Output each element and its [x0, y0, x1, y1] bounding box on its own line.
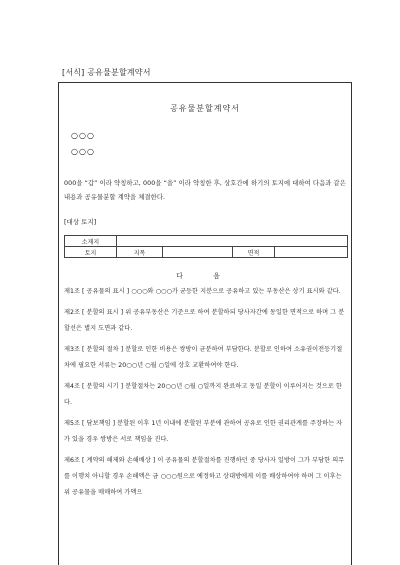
- property-table: [64, 235, 348, 258]
- article-5: 제5조 [ 담보책임 ] 분할된 이후 1년 이내에 분할된 부분에 관하여 공유로 인한 권리관계를 주장하는 자가 있을 경우 쌍방은 서로 책임을 진다.: [64, 420, 343, 443]
- article-6: 제6조 [ 계약의 해제와 손해배상 ] 이 공유물의 분할절차를 진행하던 중 당사자 일방이 그가 부담한 의무를 이행치 아니할 경우 손해액은 금 ○○○원으로 예정하고 상대방에게 이를 배상하여야 하며 그 이후는 위 공유물을 매매하여 가액으: [64, 457, 345, 496]
- party-b: ○○○: [71, 147, 95, 156]
- article-3: 제3조 [ 분할의 절차 ] 분할로 인한 비용은 쌍방이 균분하여 부담한다. 분할로 인하여 소유권이전등기절차에 필요한 서류는 20○○년 ○월 ○일에 상호 교환하여야 한다.: [64, 346, 343, 369]
- daum-heading: 다 음: [176, 272, 234, 280]
- article-2: 제2조 [ 분할의 표시 ] 위 공유부동산은 기준으로 하여 분할하되 당사자간에 동일한 면적으로 하며 그 분할선은 별지 도면과 같다.: [64, 309, 345, 332]
- table-row: [65, 236, 348, 247]
- document-title: 공유물분할계약서: [170, 104, 240, 113]
- area-label-cell: 면적: [233, 247, 275, 258]
- article-1: 제1조 [ 공유물의 표시 ] ○○○와 ○○○가 균등한 지분으로 공유하고 있는 부동산은 상기 표시와 같다.: [64, 288, 341, 295]
- intro-paragraph: 000을 “갑” 이라 약칭하고, 000을 “을” 이라 약칭한 후, 상호간에 하기의 토지에 대하여 다음과 같은 내용과 공유물분할 계약을 체결한다.: [64, 180, 346, 201]
- article-4: 제4조 [ 분할의 시기 ] 분할절차는 20○○년 ○월 ○일까지 완료하고 동일 분할이 이루어지는 것으로 한다.: [64, 383, 342, 406]
- category-label-cell: 지목: [117, 247, 163, 258]
- category-value-cell: [163, 247, 233, 258]
- articles-list: [64, 284, 348, 506]
- contract-frame: [58, 82, 352, 565]
- property-section-label: [대상 토지]: [64, 218, 97, 226]
- location-value-cell: [117, 236, 348, 247]
- party-a: ○○○: [71, 131, 95, 140]
- table-row: [65, 247, 348, 258]
- form-label: [서식] 공유물분할계약서: [62, 68, 151, 77]
- land-label-cell: 토지: [65, 247, 117, 258]
- location-label-cell: 소재지: [65, 236, 117, 247]
- area-value-cell: [275, 247, 348, 258]
